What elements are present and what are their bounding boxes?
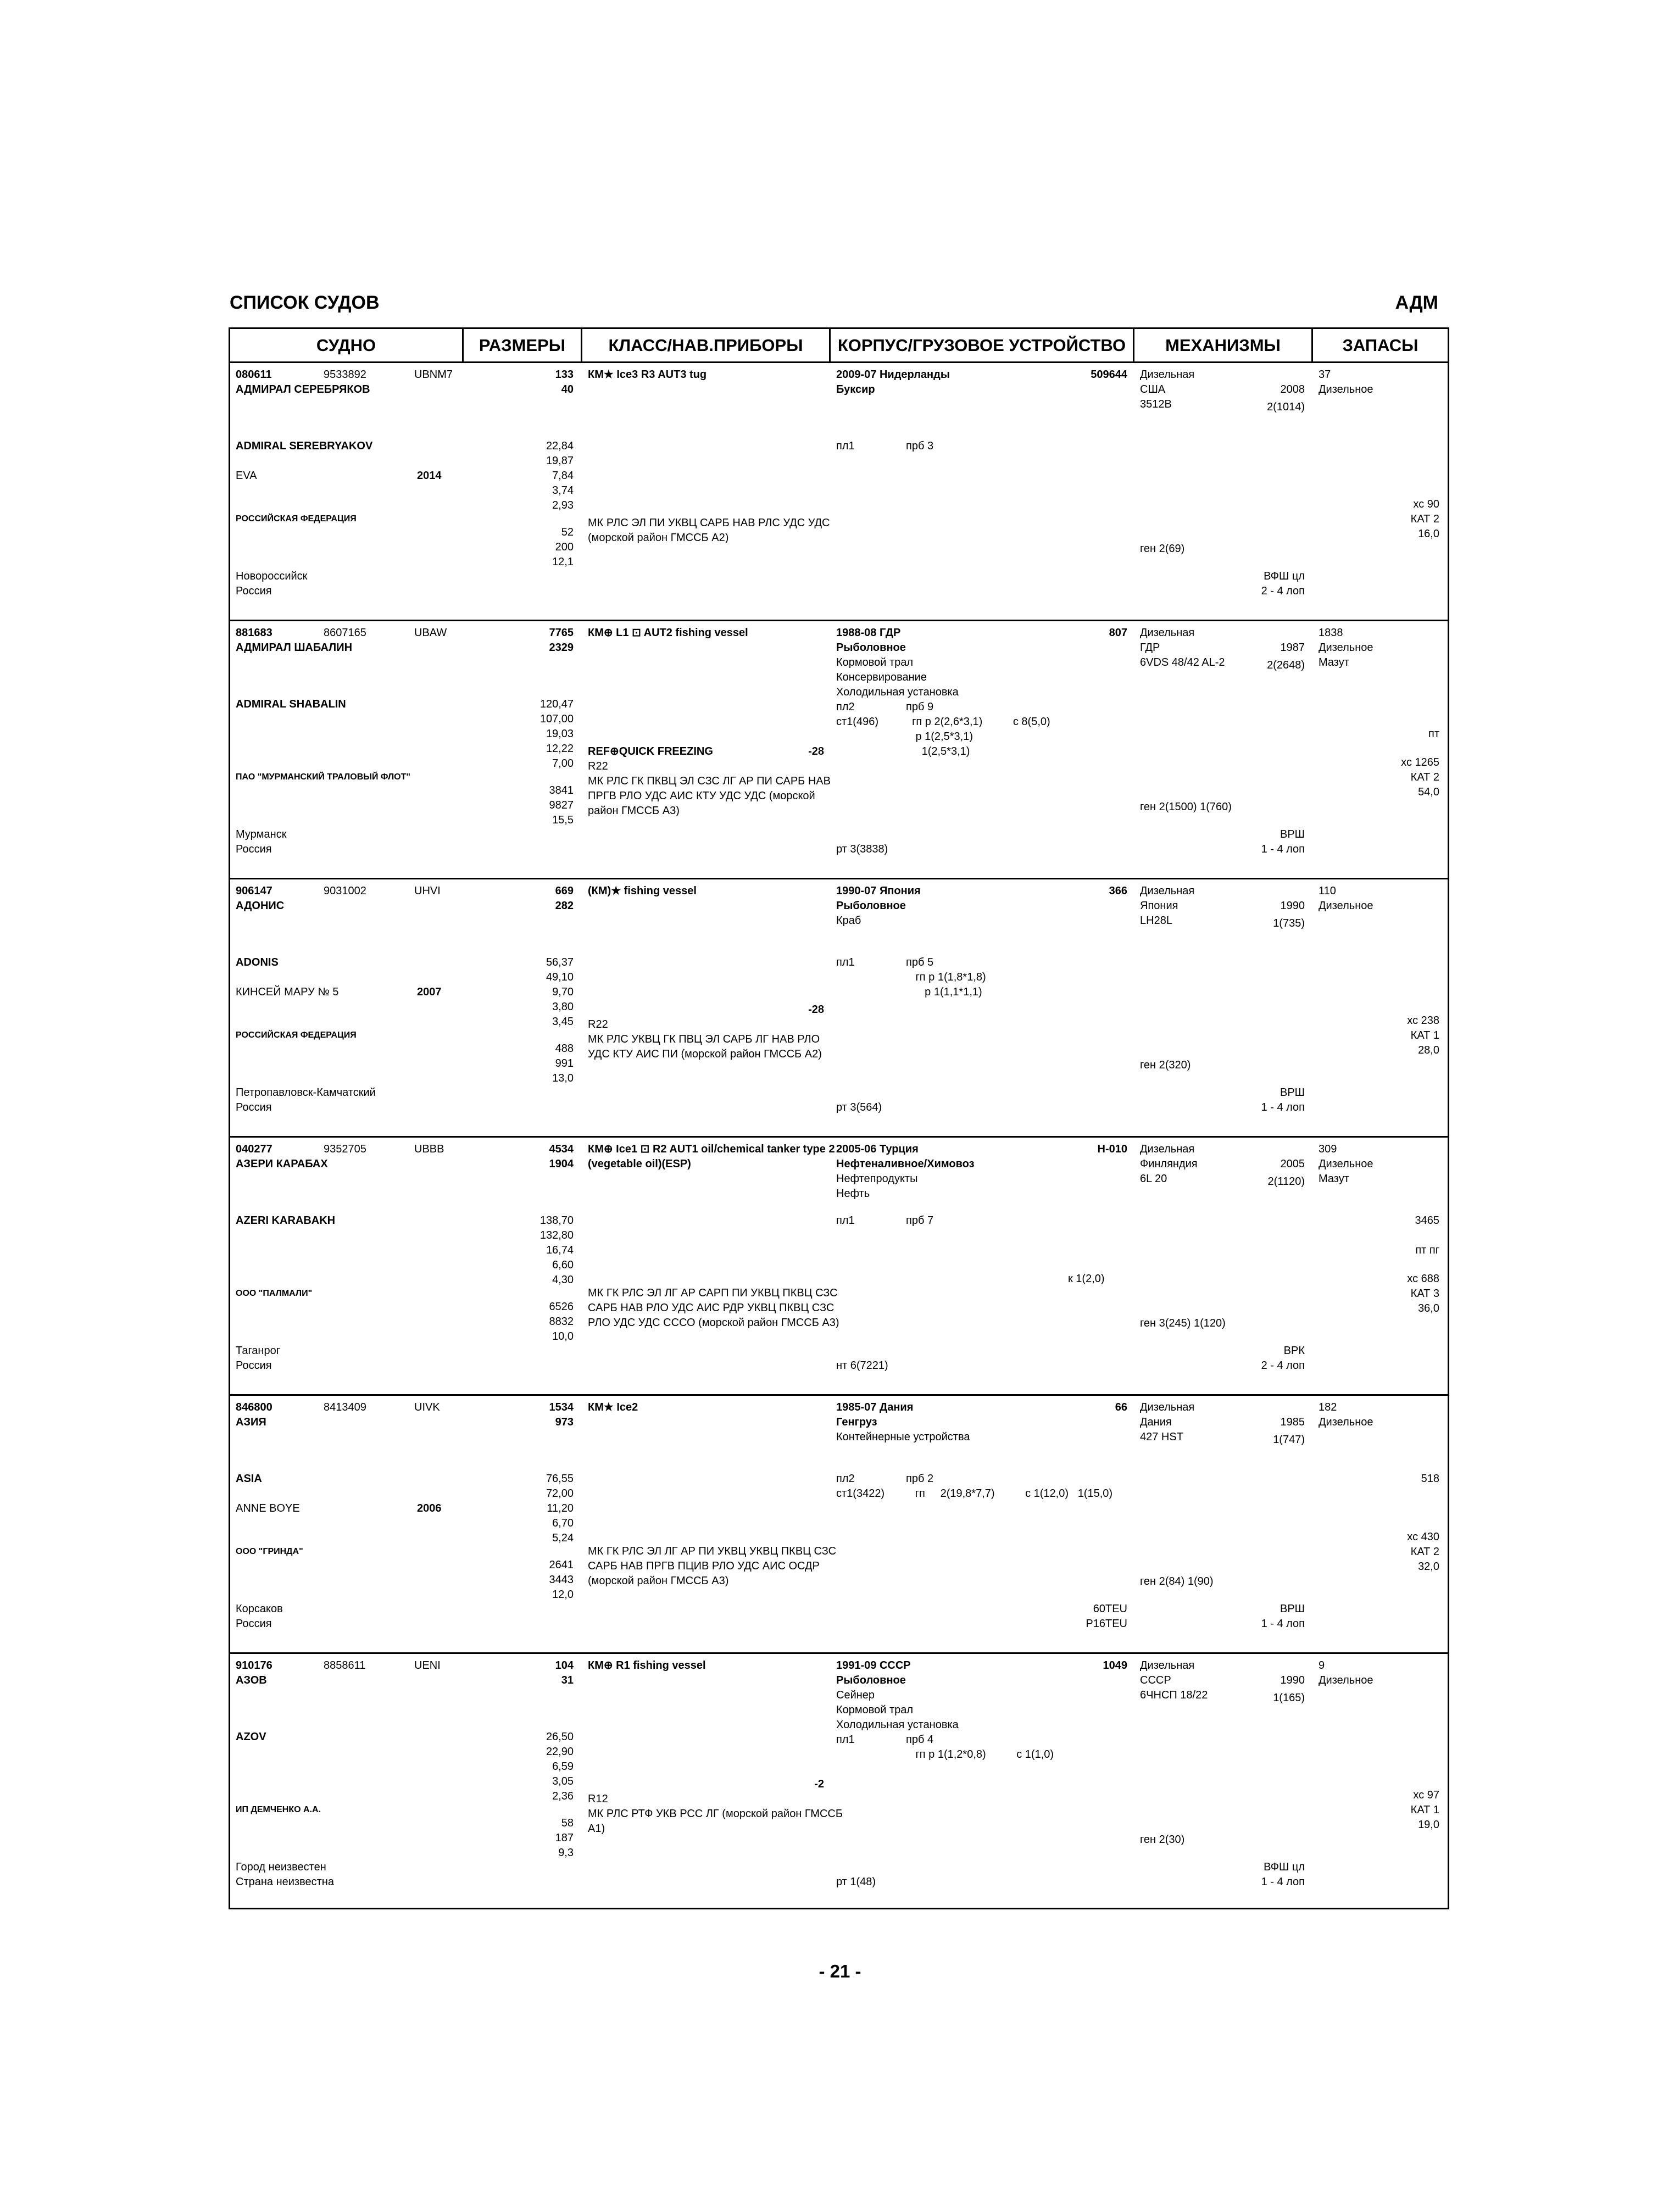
bulkhead-count: прб 3 bbox=[906, 440, 934, 452]
dimension-value: 22,84 bbox=[546, 440, 574, 452]
dimension-value: 6,60 bbox=[552, 1259, 574, 1271]
capacity-value: 8832 bbox=[549, 1316, 574, 1328]
engine-model: 3512B bbox=[1140, 398, 1172, 410]
owner: ПАО "МУРМАНСКИЙ ТРАЛОВЫЙ ФЛОТ" bbox=[236, 772, 410, 782]
capacity-value: 200 bbox=[555, 541, 574, 553]
supply-xc: хс 1265 bbox=[1401, 756, 1439, 768]
class-temperature: -2 bbox=[814, 1778, 824, 1790]
fuel-type: Дизельное bbox=[1319, 1416, 1373, 1428]
deck-count: пл1 bbox=[836, 956, 855, 968]
propeller-blades: 2 - 4 лоп bbox=[1261, 1360, 1305, 1372]
dimension-value: 2,93 bbox=[552, 499, 574, 511]
col-header-vessel: СУДНО bbox=[230, 329, 464, 361]
dimension-value: 7,84 bbox=[552, 470, 574, 482]
vessel-name-latin: AZOV bbox=[236, 1731, 266, 1743]
imo-number: 9533892 bbox=[324, 369, 366, 381]
nav-equipment: МК РЛС РТФ УКВ РСС ЛГ (морской район ГМССБ bbox=[588, 1808, 843, 1820]
hull-type: Генгруз bbox=[836, 1416, 877, 1428]
dimension-value: 7,00 bbox=[552, 757, 574, 770]
engine-power: 1(165) bbox=[1273, 1692, 1305, 1704]
supply-xc: хс 90 bbox=[1413, 498, 1439, 510]
hull-number: 66 bbox=[1115, 1401, 1127, 1413]
engine-model: 427 HST bbox=[1140, 1431, 1183, 1443]
propeller-blades: 1 - 4 лоп bbox=[1261, 1876, 1305, 1888]
nav-equipment: УДС КТУ АИС ПИ (морской район ГМССБ А2) bbox=[588, 1048, 822, 1060]
call-sign: UHVI bbox=[414, 885, 441, 897]
engine-power: 2(1120) bbox=[1267, 1176, 1305, 1188]
engine-type: Дизельная bbox=[1140, 885, 1195, 897]
hull-type: Рыболовное bbox=[836, 642, 906, 654]
fuel-type-2: Мазут bbox=[1319, 1173, 1349, 1185]
fuel-capacity: 37 bbox=[1319, 369, 1331, 381]
imo-number: 9352705 bbox=[324, 1143, 366, 1155]
fuel-type: Дизельное bbox=[1319, 642, 1373, 654]
propeller: ВРШ bbox=[1280, 828, 1305, 840]
call-sign: UBBB bbox=[414, 1143, 444, 1155]
reg-number: 080611 bbox=[236, 369, 272, 381]
nav-equipment: А1) bbox=[588, 1823, 605, 1835]
propeller: ВРШ bbox=[1280, 1603, 1305, 1615]
container-capacity: 60TEU bbox=[1093, 1603, 1127, 1615]
dimension-value: 5,24 bbox=[552, 1532, 574, 1544]
engine-year: 1987 bbox=[1280, 642, 1305, 654]
fuel-capacity: 1838 bbox=[1319, 627, 1343, 639]
page-title: СПИСОК СУДОВ bbox=[230, 292, 380, 313]
supply-note: пт пг bbox=[1415, 1244, 1439, 1256]
capacity-value: 2641 bbox=[549, 1559, 574, 1571]
owner: РОССИЙСКАЯ ФЕДЕРАЦИЯ bbox=[236, 514, 357, 523]
table-header bbox=[230, 329, 1448, 363]
nav-equipment: МК РЛС ЭЛ ПИ УКВЦ САРБ НАВ РЛС УДС УДС bbox=[588, 517, 830, 529]
generators: ген 3(245) 1(120) bbox=[1140, 1317, 1226, 1329]
vessel-record bbox=[230, 363, 1448, 621]
engine-type: Дизельная bbox=[1140, 1659, 1195, 1672]
class-notation: КМ★ Ice3 R3 AUT3 tug bbox=[588, 369, 707, 381]
hull-type: Консервирование bbox=[836, 671, 927, 683]
class-temperature: -28 bbox=[808, 745, 824, 757]
home-port: Таганрог bbox=[236, 1345, 281, 1357]
supply-category: КАТ 2 bbox=[1410, 513, 1439, 525]
bulkhead-count: прб 4 bbox=[906, 1734, 934, 1746]
capacity-value: 6526 bbox=[549, 1301, 574, 1313]
hull-type: Краб bbox=[836, 915, 861, 927]
imo-number: 8607165 bbox=[324, 627, 366, 639]
engine-year: 1985 bbox=[1280, 1416, 1305, 1428]
capacity-value: 187 bbox=[555, 1832, 574, 1844]
dimension-value: 11,20 bbox=[547, 1502, 574, 1514]
hull-type: Нефтеналивное/Химовоз bbox=[836, 1158, 975, 1170]
build-year-yard: 1985-07 Дания bbox=[836, 1401, 914, 1413]
capacity-value: 3443 bbox=[549, 1574, 574, 1586]
net-tonnage: 973 bbox=[555, 1416, 574, 1428]
engine-type: Дизельная bbox=[1140, 627, 1195, 639]
supply-category: КАТ 3 bbox=[1410, 1288, 1439, 1300]
call-sign: UIVK bbox=[414, 1401, 440, 1413]
build-year-yard: 1991-09 СССР bbox=[836, 1659, 911, 1672]
supply-value: 3465 bbox=[1415, 1215, 1439, 1227]
crane: к 1(2,0) bbox=[1068, 1273, 1105, 1285]
gross-tonnage: 4534 bbox=[549, 1143, 574, 1155]
supply-number: 19,0 bbox=[1418, 1819, 1439, 1831]
supply-xc: хс 97 bbox=[1413, 1789, 1439, 1801]
fuel-capacity: 309 bbox=[1319, 1143, 1337, 1155]
class-notation: КМ⊕ L1 ⊡ AUT2 fishing vessel bbox=[588, 627, 748, 639]
reg-number: 846800 bbox=[236, 1401, 272, 1413]
class-notation: КМ⊕ R1 fishing vessel bbox=[588, 1659, 706, 1672]
col-header-hull: КОРПУС/ГРУЗОВОЕ УСТРОЙСТВО bbox=[831, 329, 1134, 361]
class-range: R12 bbox=[588, 1793, 608, 1805]
hull-type: Контейнерные устройства bbox=[836, 1431, 970, 1443]
engine-country: СССР bbox=[1140, 1674, 1171, 1686]
cargo-hatch: гп р 1(1,2*0,8) с 1(1,0) bbox=[836, 1748, 1054, 1761]
build-year-yard: 1990-07 Япония bbox=[836, 885, 921, 897]
home-port: Петропавловск-Камчатский bbox=[236, 1087, 376, 1099]
fuel-capacity: 9 bbox=[1319, 1659, 1325, 1672]
flag-country: Россия bbox=[236, 1101, 272, 1113]
hull-type: Холодильная установка bbox=[836, 686, 959, 698]
hold-capacity: рт 3(564) bbox=[836, 1101, 882, 1113]
dimension-value: 3,05 bbox=[552, 1775, 574, 1787]
former-name: EVA bbox=[236, 470, 257, 482]
hold-capacity: рт 1(48) bbox=[836, 1876, 876, 1888]
col-header-machinery: МЕХАНИЗМЫ bbox=[1134, 329, 1313, 361]
deck-count: пл2 bbox=[836, 701, 855, 713]
engine-power: 2(2648) bbox=[1267, 659, 1305, 671]
vessel-name: АЗЕРИ КАРАБАХ bbox=[236, 1158, 328, 1170]
nav-equipment: МК ГК РЛС ЭЛ ЛГ АР САРП ПИ УКВЦ ПКВЦ СЗС bbox=[588, 1287, 838, 1299]
bulkhead-count: прб 2 bbox=[906, 1473, 934, 1485]
nav-equipment: РЛО УДС УДС СССО (морской район ГМССБ А3) bbox=[588, 1317, 839, 1329]
engine-year: 2005 bbox=[1280, 1158, 1305, 1170]
hull-number: 366 bbox=[1109, 885, 1127, 897]
propeller-blades: 2 - 4 лоп bbox=[1261, 585, 1305, 597]
supply-xc: хс 430 bbox=[1407, 1531, 1439, 1543]
vessel-name: АДМИРАЛ СЕРЕБРЯКОВ bbox=[236, 383, 370, 395]
build-year-yard: 1988-08 ГДР bbox=[836, 627, 901, 639]
build-year-yard: 2009-07 Нидерланды bbox=[836, 369, 950, 381]
vessel-record bbox=[230, 1138, 1448, 1396]
net-tonnage: 40 bbox=[561, 383, 574, 395]
vessel-record bbox=[230, 879, 1448, 1138]
capacity-value: 488 bbox=[555, 1043, 574, 1055]
gross-tonnage: 1534 bbox=[549, 1401, 574, 1413]
flag-country: Россия bbox=[236, 585, 272, 597]
vessel-record bbox=[230, 1396, 1448, 1654]
nav-equipment: САРБ НАВ РЛО УДС АИС РДР УКВЦ ПКВЦ СЗС bbox=[588, 1302, 835, 1314]
vessel-name-latin: AZERI KARABAKH bbox=[236, 1215, 336, 1227]
vessel-name-latin: ADMIRAL SHABALIN bbox=[236, 698, 346, 710]
nav-equipment: МК РЛС УКВЦ ГК ПВЦ ЭЛ САРБ ЛГ НАВ РЛО bbox=[588, 1033, 820, 1045]
vessel-name: АЗИЯ bbox=[236, 1416, 266, 1428]
dimension-value: 3,45 bbox=[552, 1016, 574, 1028]
deck-count: пл2 bbox=[836, 1473, 855, 1485]
class-range: R22 bbox=[588, 1018, 608, 1030]
hull-type: Буксир bbox=[836, 383, 875, 395]
fuel-type: Дизельное bbox=[1319, 900, 1373, 912]
supply-value: 518 bbox=[1421, 1473, 1439, 1485]
generators: ген 2(1500) 1(760) bbox=[1140, 801, 1232, 813]
flag-country: Россия bbox=[236, 1618, 272, 1630]
hull-type: Нефть bbox=[836, 1188, 870, 1200]
fuel-type: Дизельное bbox=[1319, 383, 1373, 395]
dimension-value: 9,70 bbox=[552, 986, 574, 998]
engine-type: Дизельная bbox=[1140, 1143, 1195, 1155]
vessel-name: АДОНИС bbox=[236, 900, 285, 912]
vessel-name-latin: ASIA bbox=[236, 1473, 262, 1485]
engine-year: 1990 bbox=[1280, 900, 1305, 912]
dimension-value: 132,80 bbox=[539, 1229, 574, 1241]
supply-number: 36,0 bbox=[1418, 1302, 1439, 1314]
net-tonnage: 31 bbox=[561, 1674, 574, 1686]
propeller: ВФШ цл bbox=[1264, 1861, 1305, 1873]
former-name: КИНСЕЙ МАРУ № 5 bbox=[236, 986, 339, 998]
supply-xc: хс 688 bbox=[1407, 1273, 1439, 1285]
capacity-value: 12,1 bbox=[552, 556, 574, 568]
page-number: - 21 - bbox=[819, 1961, 861, 1981]
call-sign: UENI bbox=[414, 1659, 441, 1672]
cargo-hatch: 1(2,5*3,1) bbox=[836, 745, 970, 757]
imo-number: 9031002 bbox=[324, 885, 366, 897]
deck-count: пл1 bbox=[836, 440, 855, 452]
dimension-value: 26,50 bbox=[546, 1731, 574, 1743]
flag-country: Россия bbox=[236, 1360, 272, 1372]
former-name-year: 2007 bbox=[417, 986, 442, 998]
propeller-blades: 1 - 4 лоп bbox=[1261, 843, 1305, 855]
supply-xc: хс 238 bbox=[1407, 1015, 1439, 1027]
gross-tonnage: 104 bbox=[555, 1659, 574, 1672]
cargo-hatch: р 1(1,1*1,1) bbox=[836, 986, 982, 998]
engine-model: 6L 20 bbox=[1140, 1173, 1167, 1185]
cargo-hatch: р 1(2,5*3,1) bbox=[836, 731, 973, 743]
class-notation: КМ⊕ Ice1 ⊡ R2 AUT1 oil/chemical tanker type 2 bbox=[588, 1143, 835, 1155]
hull-type: Холодильная установка bbox=[836, 1719, 959, 1731]
imo-number: 8858611 bbox=[324, 1659, 366, 1672]
dimension-value: 16,74 bbox=[546, 1244, 574, 1256]
imo-number: 8413409 bbox=[324, 1401, 366, 1413]
dimension-value: 120,47 bbox=[539, 698, 574, 710]
dimension-value: 76,55 bbox=[546, 1473, 574, 1485]
net-tonnage: 1904 bbox=[549, 1158, 574, 1170]
capacity-value: 10,0 bbox=[552, 1330, 574, 1342]
former-name-year: 2006 bbox=[417, 1502, 442, 1514]
vessel-name: АЗОВ bbox=[236, 1674, 267, 1686]
class-temperature: -28 bbox=[808, 1004, 824, 1016]
vessel-name-latin: ADONIS bbox=[236, 956, 279, 968]
capacity-value: 52 bbox=[561, 526, 574, 538]
dimension-value: 6,59 bbox=[552, 1761, 574, 1773]
nav-equipment: (морской район ГМССБ А3) bbox=[588, 1575, 729, 1587]
supply-number: 28,0 bbox=[1418, 1044, 1439, 1056]
section-code: АДМ bbox=[1395, 292, 1438, 313]
generators: ген 2(69) bbox=[1140, 543, 1185, 555]
vessel-name: АДМИРАЛ ШАБАЛИН bbox=[236, 642, 353, 654]
propeller: ВРК bbox=[1283, 1345, 1305, 1357]
engine-country: ГДР bbox=[1140, 642, 1160, 654]
hold-capacity: рт 3(3838) bbox=[836, 843, 888, 855]
class-notation: (КМ)★ fishing vessel bbox=[588, 885, 697, 897]
propeller: ВФШ цл bbox=[1264, 570, 1305, 582]
deck-count: пл1 bbox=[836, 1734, 855, 1746]
col-header-supplies: ЗАПАСЫ bbox=[1342, 336, 1418, 355]
reg-number: 906147 bbox=[236, 885, 272, 897]
hold-capacity: нт 6(7221) bbox=[836, 1360, 888, 1372]
reg-number: 040277 bbox=[236, 1143, 272, 1155]
capacity-value: 9,3 bbox=[558, 1847, 574, 1859]
hull-type: Рыболовное bbox=[836, 900, 906, 912]
nav-equipment: (морской район ГМССБ А2) bbox=[588, 532, 729, 544]
home-port: Корсаков bbox=[236, 1603, 283, 1615]
fuel-type: Дизельное bbox=[1319, 1158, 1373, 1170]
owner: ИП ДЕМЧЕНКО А.А. bbox=[236, 1805, 321, 1814]
nav-equipment: МК ГК РЛС ЭЛ ЛГ АР ПИ УКВЦ УКВЦ ПКВЦ СЗС bbox=[588, 1545, 837, 1557]
nav-equipment: ПРГВ РЛО УДС АИС КТУ УДС УДС (морской bbox=[588, 790, 815, 802]
engine-model: 6ЧНСП 18/22 bbox=[1140, 1689, 1208, 1701]
supply-category: КАТ 2 bbox=[1410, 1546, 1439, 1558]
engine-power: 2(1014) bbox=[1267, 401, 1305, 413]
call-sign: UBNM7 bbox=[414, 369, 453, 381]
owner: РОССИЙСКАЯ ФЕДЕРАЦИЯ bbox=[236, 1030, 357, 1040]
bulkhead-count: прб 7 bbox=[906, 1215, 934, 1227]
hull-number: 1049 bbox=[1103, 1659, 1127, 1672]
cargo-hatch: гп р 1(1,8*1,8) bbox=[836, 971, 986, 983]
call-sign: UBAW bbox=[414, 627, 447, 639]
hull-type: Кормовой трал bbox=[836, 656, 914, 669]
former-name-year: 2014 bbox=[417, 470, 442, 482]
container-capacity-2: P16TEU bbox=[1086, 1618, 1127, 1630]
supply-number: 54,0 bbox=[1418, 786, 1439, 798]
bulkhead-count: прб 9 bbox=[906, 701, 934, 713]
engine-country: США bbox=[1140, 383, 1166, 395]
net-tonnage: 2329 bbox=[549, 642, 574, 654]
hull-number: 509644 bbox=[1091, 369, 1127, 381]
dimension-value: 22,90 bbox=[546, 1746, 574, 1758]
hull-type: Рыболовное bbox=[836, 1674, 906, 1686]
dimension-value: 3,80 bbox=[552, 1001, 574, 1013]
capacity-value: 991 bbox=[555, 1057, 574, 1069]
bulkhead-count: прб 5 bbox=[906, 956, 934, 968]
generators: ген 2(84) 1(90) bbox=[1140, 1575, 1214, 1587]
deck-count: пл1 bbox=[836, 1215, 855, 1227]
supply-note: пт bbox=[1428, 728, 1439, 740]
capacity-value: 58 bbox=[561, 1817, 574, 1829]
engine-country: Дания bbox=[1140, 1416, 1172, 1428]
class-range: R22 bbox=[588, 760, 608, 772]
former-name: ANNE BOYE bbox=[236, 1502, 300, 1514]
fuel-type-2: Мазут bbox=[1319, 656, 1349, 669]
engine-power: 1(747) bbox=[1273, 1434, 1305, 1446]
owner: ООО "ПАЛМАЛИ" bbox=[236, 1289, 313, 1298]
dimension-value: 107,00 bbox=[539, 713, 574, 725]
dimension-value: 56,37 bbox=[546, 956, 574, 968]
owner: ООО "ГРИНДА" bbox=[236, 1547, 303, 1556]
dimension-value: 4,30 bbox=[552, 1274, 574, 1286]
capacity-value: 3841 bbox=[549, 784, 574, 796]
dimension-value: 49,10 bbox=[546, 971, 574, 983]
flag-country: Страна неизвестна bbox=[236, 1876, 334, 1888]
home-port: Новороссийск bbox=[236, 570, 308, 582]
dimension-value: 6,70 bbox=[552, 1517, 574, 1529]
cargo-hatch: ст1(3422) гп 2(19,8*7,7) с 1(12,0) 1(15,0) bbox=[836, 1488, 1113, 1500]
supply-category: КАТ 1 bbox=[1410, 1804, 1439, 1816]
ship-table bbox=[229, 327, 1449, 1909]
dimension-value: 19,03 bbox=[546, 728, 574, 740]
reg-number: 910176 bbox=[236, 1659, 272, 1672]
engine-country: Финляндия bbox=[1140, 1158, 1198, 1170]
hull-type: Нефтепродукты bbox=[836, 1173, 918, 1185]
gross-tonnage: 133 bbox=[555, 369, 574, 381]
supply-category: КАТ 1 bbox=[1410, 1029, 1439, 1041]
fuel-capacity: 182 bbox=[1319, 1401, 1337, 1413]
gross-tonnage: 669 bbox=[555, 885, 574, 897]
dimension-value: 2,36 bbox=[552, 1790, 574, 1802]
reg-number: 881683 bbox=[236, 627, 272, 639]
engine-year: 2008 bbox=[1280, 383, 1305, 395]
vessel-record bbox=[230, 621, 1448, 879]
supply-number: 16,0 bbox=[1418, 528, 1439, 540]
class-notation-2: (vegetable oil)(ESP) bbox=[588, 1158, 691, 1170]
nav-equipment: САРБ НАВ ПРГВ ПЦИВ РЛО УДС АИС ОСДР bbox=[588, 1560, 820, 1572]
hull-number: 807 bbox=[1109, 627, 1127, 639]
col-header-dimensions: РАЗМЕРЫ bbox=[464, 329, 582, 361]
capacity-value: 15,5 bbox=[552, 814, 574, 826]
engine-model: LH28L bbox=[1140, 915, 1172, 927]
net-tonnage: 282 bbox=[555, 900, 574, 912]
col-header-class: КЛАСС/НАВ.ПРИБОРЫ bbox=[582, 329, 831, 361]
propeller: ВРШ bbox=[1280, 1087, 1305, 1099]
supply-category: КАТ 2 bbox=[1410, 771, 1439, 783]
generators: ген 2(320) bbox=[1140, 1059, 1191, 1071]
capacity-value: 13,0 bbox=[552, 1072, 574, 1084]
dimension-value: 12,22 bbox=[546, 743, 574, 755]
hull-number: Н-010 bbox=[1097, 1143, 1127, 1155]
nav-equipment: район ГМССБ А3) bbox=[588, 805, 680, 817]
engine-power: 1(735) bbox=[1273, 917, 1305, 929]
home-port: Город неизвестен bbox=[236, 1861, 326, 1873]
engine-country: Япония bbox=[1140, 900, 1178, 912]
class-refrigeration: REF⊕QUICK FREEZING bbox=[588, 745, 713, 757]
engine-year: 1990 bbox=[1280, 1674, 1305, 1686]
capacity-value: 12,0 bbox=[552, 1589, 574, 1601]
hull-type: Сейнер bbox=[836, 1689, 875, 1701]
dimension-value: 19,87 bbox=[546, 455, 574, 467]
fuel-capacity: 110 bbox=[1319, 885, 1336, 897]
engine-type: Дизельная bbox=[1140, 1401, 1195, 1413]
vessel-name-latin: ADMIRAL SEREBRYAKOV bbox=[236, 440, 373, 452]
nav-equipment: МК РЛС ГК ПКВЦ ЭЛ СЗС ЛГ АР ПИ САРБ НАВ bbox=[588, 775, 831, 787]
propeller-blades: 1 - 4 лоп bbox=[1261, 1618, 1305, 1630]
flag-country: Россия bbox=[236, 843, 272, 855]
engine-type: Дизельная bbox=[1140, 369, 1195, 381]
home-port: Мурманск bbox=[236, 828, 287, 840]
cargo-hatch: ст1(496) гп р 2(2,6*3,1) с 8(5,0) bbox=[836, 716, 1050, 728]
dimension-value: 138,70 bbox=[539, 1215, 574, 1227]
engine-model: 6VDS 48/42 AL-2 bbox=[1140, 656, 1225, 669]
build-year-yard: 2005-06 Турция bbox=[836, 1143, 919, 1155]
fuel-type: Дизельное bbox=[1319, 1674, 1373, 1686]
hull-type: Кормовой трал bbox=[836, 1704, 914, 1716]
generators: ген 2(30) bbox=[1140, 1834, 1185, 1846]
vessel-record bbox=[230, 1654, 1448, 1912]
gross-tonnage: 7765 bbox=[549, 627, 574, 639]
capacity-value: 9827 bbox=[549, 799, 574, 811]
propeller-blades: 1 - 4 лоп bbox=[1261, 1101, 1305, 1113]
dimension-value: 72,00 bbox=[546, 1488, 574, 1500]
dimension-value: 3,74 bbox=[552, 484, 574, 497]
supply-number: 32,0 bbox=[1418, 1561, 1439, 1573]
class-notation: КМ★ Ice2 bbox=[588, 1401, 638, 1413]
